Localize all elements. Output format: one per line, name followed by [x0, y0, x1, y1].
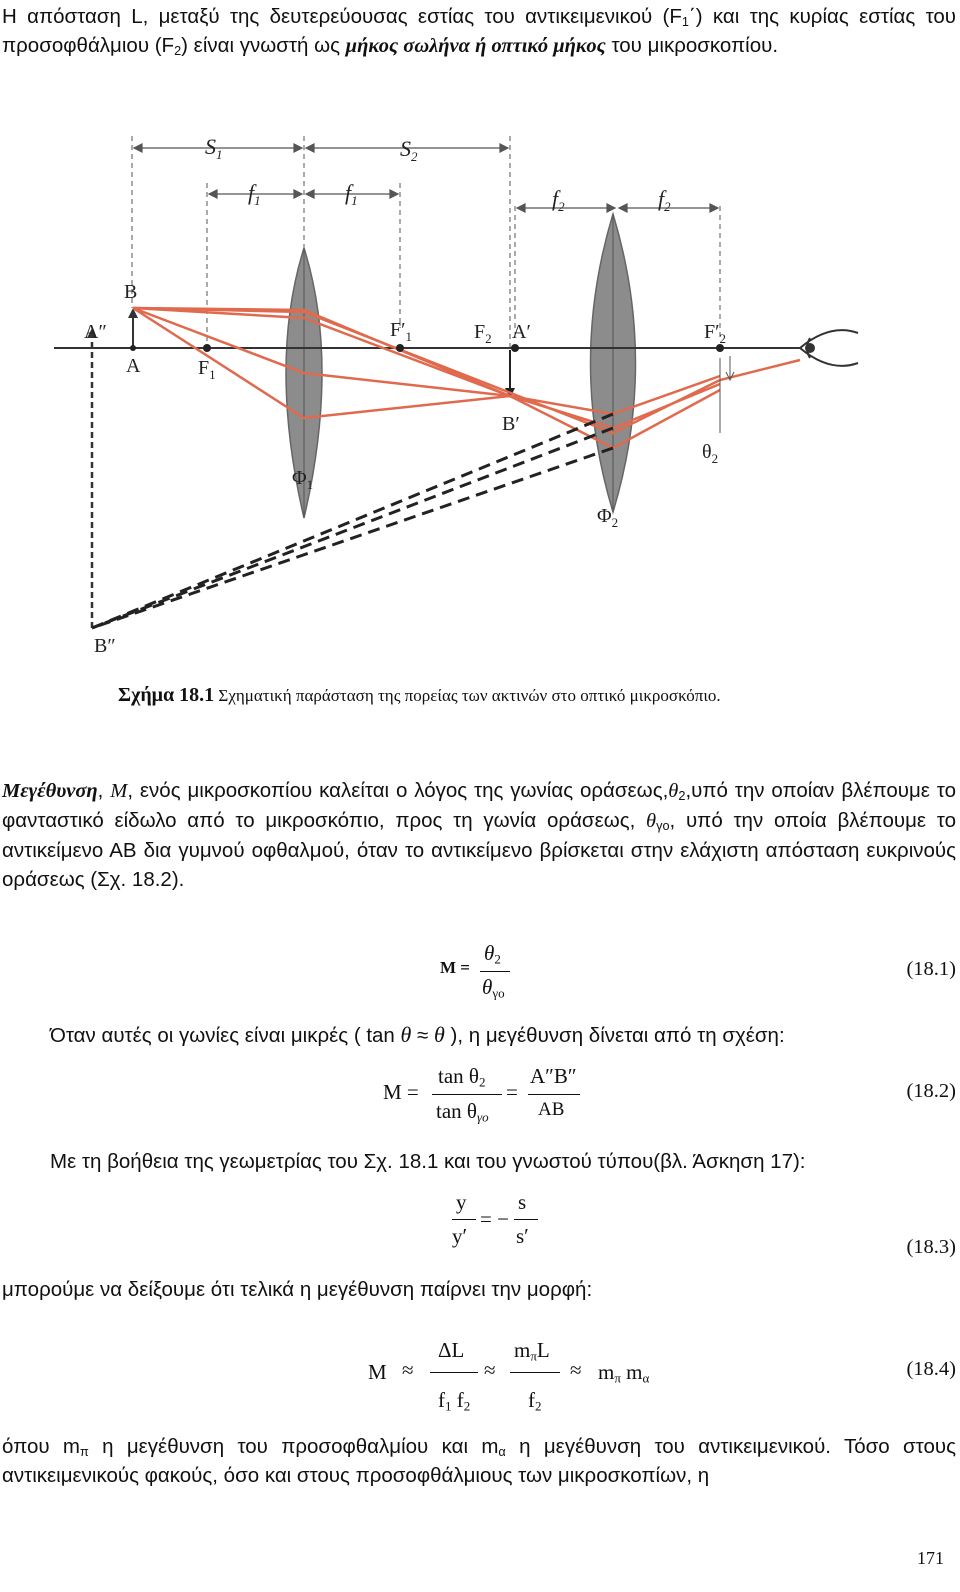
closing-paragraph: [2, 1432, 956, 1490]
mag-text-a: ,: [97, 779, 111, 802]
label-A-double-prime: A″: [84, 321, 107, 343]
label-A: A: [126, 355, 141, 377]
intro-text-4: του μικροσκοπίου.: [605, 34, 779, 57]
eq2-den1: $\tan \theta_{\gamma o}$: [436, 1099, 489, 1125]
small-angle-theta-2: θ: [434, 1022, 445, 1047]
eq4-lhs: M: [368, 1360, 387, 1384]
eq4-approx-1: ≈: [402, 1358, 414, 1382]
eq2-number: (18.2): [906, 1080, 956, 1102]
eq4-den1: $f_1$ $f_2$: [438, 1388, 471, 1414]
virtual-ray-extensions: [92, 414, 613, 628]
eq2-equals: =: [506, 1080, 518, 1104]
eq4-num2: $m_\pi L$: [514, 1338, 550, 1364]
eq4-approx-2: ≈: [484, 1358, 496, 1382]
mag-text-d: , υπό την οποία βλέπουμε το αντικείμενο ΑΒ δια γυμνού οφθαλμού, όταν το αντικείμενο βρίσκεται στην ελάχιστη απόσταση ευκρινούς οράσεως (Σχ. 18.2).: [2, 809, 956, 891]
eye-icon: [800, 330, 858, 366]
label-A-prime: A′: [512, 321, 531, 343]
tube-length-term: μήκος σωλήνα ή οπτικό μήκος: [345, 35, 606, 57]
symbol-theta-go: θ: [646, 810, 657, 832]
theta2-sub: 2: [678, 788, 686, 804]
eq1-lhs: M =: [440, 958, 470, 977]
symbol-M: M: [110, 780, 128, 802]
microscope-ray-diagram: [40, 128, 950, 673]
theta-go-sub: γο: [656, 818, 670, 834]
label-F2: $F_2$: [474, 321, 492, 346]
eq4-rhs: $m_\pi$ $m_\alpha$: [598, 1360, 650, 1386]
geometry-sentence: Με τη βοήθεια της γεωμετρίας του Σχ. 18.1 και του γνωστού τύπου(βλ. Άσκηση 17):: [50, 1150, 806, 1173]
label-s2: $S_2$: [400, 136, 418, 164]
eq4-number: (18.4): [906, 1358, 956, 1380]
caption-text: Σχηματική παράσταση της πορείας των ακτινών στο οπτικό μικροσκόπιο.: [214, 686, 721, 705]
small-angle-sentence: [50, 1022, 785, 1048]
eq3-den2: s′: [516, 1224, 529, 1248]
small-angle-text-b: ), η μεγέθυνση δίνεται από τη σχέση:: [444, 1024, 785, 1047]
final-form-sentence: μπορούμε να δείξουμε ότι τελικά η μεγέθυνση παίρνει την μορφή:: [2, 1278, 593, 1301]
eq3-equals: = −: [480, 1207, 509, 1231]
label-f1-right: $f_1$: [345, 180, 358, 208]
eq4-den2: $f_2$: [528, 1388, 542, 1414]
page-number: 171: [917, 1548, 944, 1568]
closing-text-c: η μεγέθυνση του αντικειμενικού. Τόσο στους αντικειμενικούς φακούς, όσο και στους προσοφθάλμιους των μικροσκοπίων, η: [2, 1435, 956, 1487]
eq2-den2: AB: [538, 1099, 565, 1120]
label-f2-right: $f_2$: [658, 186, 671, 214]
eq3-num1: y: [456, 1190, 467, 1214]
eq1-number: (18.1): [906, 958, 956, 980]
closing-text-b: η μεγέθυνση του προσοφθαλμίου και m: [88, 1435, 499, 1458]
label-Phi2: $\Phi_2$: [597, 505, 619, 530]
label-f2-left: $f_2$: [552, 186, 565, 214]
mag-text-b: , ενός μικροσκοπίου καλείται ο λόγος της γωνίας οράσεως,: [127, 779, 669, 802]
mag-text-c: ,υπό την οποίαν βλέπουμε το φανταστικό είδωλο από το μικροσκόπιο, προς τη γωνία οράσεως,: [2, 779, 957, 832]
label-F1: $F_1$: [198, 357, 216, 382]
intro-sub-1: 1: [681, 14, 689, 30]
eq4-approx-3: ≈: [570, 1358, 582, 1382]
label-B-double-prime: B″: [94, 635, 116, 657]
eq1-numerator: $\theta_2$: [484, 941, 501, 967]
label-f1-left: $f_1$: [248, 180, 261, 208]
intro-text-2: ΄) και της κυρίας εστίας του προσοφθάλμιου (F: [2, 5, 956, 57]
eq2-lhs: M =: [383, 1080, 419, 1104]
small-angle-text-a: Όταν αυτές οι γωνίες είναι μικρές ( tan: [50, 1024, 401, 1047]
symbol-theta2: θ: [668, 780, 679, 802]
magnification-term: Μεγέθυνση: [2, 780, 98, 802]
magnification-paragraph: [2, 776, 956, 894]
eq3-number: (18.3): [906, 1236, 956, 1258]
label-B: B: [124, 281, 138, 303]
light-rays: [133, 308, 800, 448]
intro-text-3: ) είναι γνωστή ως: [181, 34, 346, 57]
eq3-den1: y′: [452, 1224, 468, 1248]
approx-symbol: ≈: [411, 1024, 435, 1047]
label-s1: $S_1$: [205, 134, 223, 162]
intro-text-1: Η απόσταση L, μεταξύ της δευτερεύουσας εστίας του αντικειμενικού (F: [2, 5, 682, 28]
small-angle-theta-1: θ: [400, 1022, 412, 1047]
label-F1-prime: $F'_1$: [390, 319, 412, 344]
intro-paragraph: [2, 2, 956, 61]
eq2-num2: A″B″: [530, 1064, 577, 1088]
closing-sub-a: π: [80, 1444, 89, 1460]
label-B-prime: B′: [502, 413, 520, 435]
eq1-denominator: $\theta_{\gamma o}$: [482, 975, 505, 1001]
eq3-num2: s: [518, 1190, 527, 1214]
intro-sub-2: 2: [174, 43, 182, 59]
label-Phi1: $\Phi_1$: [292, 467, 314, 492]
eq4-num1: ΔL: [438, 1338, 465, 1362]
label-F2-prime: $F'_2$: [704, 321, 726, 346]
caption-label: Σχήμα 18.1: [118, 684, 215, 706]
label-theta2: $\theta_2$: [702, 441, 719, 466]
figure-caption: [118, 684, 721, 707]
closing-text-a: όπου m: [2, 1435, 80, 1458]
eq2-num1: $\tan \theta_2$: [438, 1064, 486, 1090]
closing-sub-b: α: [498, 1444, 506, 1460]
